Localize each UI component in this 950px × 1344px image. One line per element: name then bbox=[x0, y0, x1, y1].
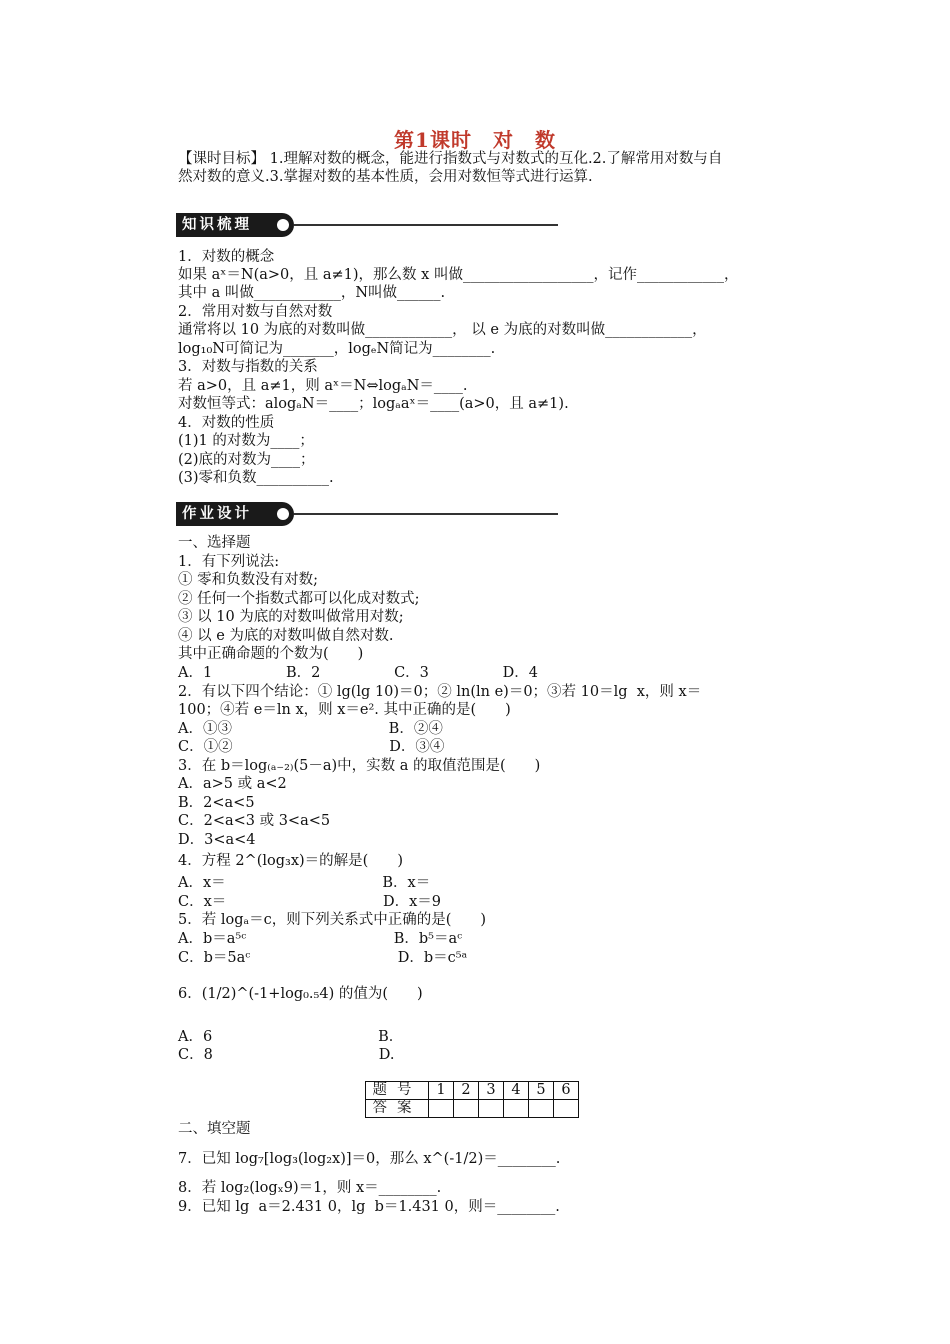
text-line: A．b＝a⁵ᶜ B．b⁵＝aᶜ bbox=[178, 931, 463, 947]
text-line: 5．若 logₐ＝c，则下列关系式中正确的是( ) bbox=[178, 912, 487, 928]
text-line: A．1 B．2 C．3 D．4 bbox=[178, 665, 538, 681]
text-line: 二、填空题 bbox=[178, 1121, 251, 1137]
divider bbox=[294, 224, 558, 226]
text-line: ② 任何一个指数式都可以化成对数式; bbox=[178, 591, 420, 607]
text-line: 2．有以下四个结论：① lg(lg 10)＝0；② ln(ln e)＝0；③若 10＝lg x，则 x＝ bbox=[178, 684, 702, 700]
text-line: 4．方程 2^(log₃x)＝的解是( ) bbox=[178, 853, 403, 869]
text-line: 若 a>0，且 a≠1，则 aˣ＝N⇔logₐN＝____. bbox=[178, 378, 468, 394]
text-line: 4．对数的性质 bbox=[178, 415, 275, 431]
text-line: C．①② D．③④ bbox=[178, 739, 445, 755]
question-number-cell: 4 bbox=[504, 1082, 529, 1100]
section-label: 作业设计 bbox=[176, 502, 294, 526]
section-label: 知识梳理 bbox=[176, 213, 294, 237]
divider bbox=[294, 513, 558, 515]
text-line: 如果 aˣ＝N(a>0，且 a≠1)，那么数 x 叫做__________________，记作____________， bbox=[178, 267, 739, 283]
text-line: A．6 B． bbox=[178, 1029, 404, 1045]
text-line: A．x＝ B．x＝ bbox=[178, 875, 431, 891]
answer-cell[interactable] bbox=[554, 1100, 579, 1118]
text-line: D．3<a<4 bbox=[178, 832, 256, 848]
answer-cell[interactable] bbox=[454, 1100, 479, 1118]
text-line: (2)底的对数为____； bbox=[178, 452, 315, 468]
table-row bbox=[366, 1082, 579, 1100]
text-line: 7．已知 log₇[log₃(log₂x)]＝0，那么 x^(-1/2)＝________. bbox=[178, 1151, 561, 1167]
text-line: 其中正确命题的个数为( ) bbox=[178, 646, 364, 662]
text-line: 3．对数与指数的关系 bbox=[178, 359, 318, 375]
answer-cell[interactable] bbox=[504, 1100, 529, 1118]
text-line: A．①③ B．②④ bbox=[178, 721, 443, 737]
text-line: ③ 以 10 为底的对数叫做常用对数; bbox=[178, 609, 404, 625]
text-line: 6．(1/2)^(-1+log₀.₅4) 的值为( ) bbox=[178, 986, 423, 1002]
text-line: 通常将以 10 为底的对数叫做____________， 以 e 为底的对数叫做____________， bbox=[178, 322, 707, 338]
text-line: 其中 a 叫做____________，N叫做______. bbox=[178, 285, 446, 301]
text-line: B．2<a<5 bbox=[178, 795, 255, 811]
text-line: log₁₀N可简记为_______，logₑN简记为________. bbox=[178, 341, 496, 357]
question-number-cell: 5 bbox=[529, 1082, 554, 1100]
lesson-goal-line-1: 【课时目标】 1.理解对数的概念，能进行指数式与对数式的互化.2.了解常用对数与自 bbox=[178, 151, 723, 167]
text-line: ① 零和负数没有对数; bbox=[178, 572, 318, 588]
text-line: ④ 以 e 为底的对数叫做自然对数. bbox=[178, 628, 394, 644]
text-line: 对数恒等式：alogₐN＝____；logₐaˣ＝____(a>0，且 a≠1). bbox=[178, 396, 569, 412]
text-line: (1)1 的对数为____； bbox=[178, 433, 314, 449]
answer-cell[interactable] bbox=[429, 1100, 454, 1118]
text-line: C．8 D. bbox=[178, 1047, 395, 1063]
section-banner-homework bbox=[176, 502, 558, 526]
answer-table bbox=[365, 1081, 579, 1118]
question-number-cell: 3 bbox=[479, 1082, 504, 1100]
answer-cell[interactable] bbox=[529, 1100, 554, 1118]
text-line: 8．若 log₂(logₓ9)＝1，则 x＝________. bbox=[178, 1180, 442, 1196]
section-banner-knowledge bbox=[176, 213, 558, 237]
question-number-cell: 1 bbox=[429, 1082, 454, 1100]
table-row bbox=[366, 1100, 579, 1118]
lesson-goal-line-2: 然对数的意义.3.掌握对数的基本性质，会用对数恒等式进行运算. bbox=[178, 169, 593, 185]
text-line: (3)零和负数__________. bbox=[178, 470, 334, 486]
text-line: 一、选择题 bbox=[178, 535, 251, 551]
text-line: 100；④若 e＝ln x，则 x＝e². 其中正确的是( ) bbox=[178, 702, 511, 718]
text-line: 1．有下列说法: bbox=[178, 554, 280, 570]
text-line: 3．在 b＝log₍ₐ₋₂₎(5－a)中，实数 a 的取值范围是( ) bbox=[178, 758, 541, 774]
text-line: C．b＝5aᶜ D．b＝c⁵ᵃ bbox=[178, 950, 468, 966]
text-line: C．x＝ D．x＝9 bbox=[178, 894, 442, 910]
bullet-dot-icon bbox=[277, 508, 289, 520]
table-header-cell: 题号 bbox=[366, 1082, 429, 1100]
text-line: 9．已知 lg a＝2.431 0，lg b＝1.431 0，则＝________. bbox=[178, 1199, 560, 1215]
text-line: 1．对数的概念 bbox=[178, 249, 275, 265]
question-number-cell: 6 bbox=[554, 1082, 579, 1100]
bullet-dot-icon bbox=[277, 219, 289, 231]
page-title: 第1课时 对 数 bbox=[394, 128, 556, 152]
text-line: 2．常用对数与自然对数 bbox=[178, 304, 333, 320]
text-line: C．2<a<3 或 3<a<5 bbox=[178, 813, 331, 829]
answer-cell[interactable] bbox=[479, 1100, 504, 1118]
text-line: A．a>5 或 a<2 bbox=[178, 776, 287, 792]
table-header-cell: 答案 bbox=[366, 1100, 429, 1118]
question-number-cell: 2 bbox=[454, 1082, 479, 1100]
